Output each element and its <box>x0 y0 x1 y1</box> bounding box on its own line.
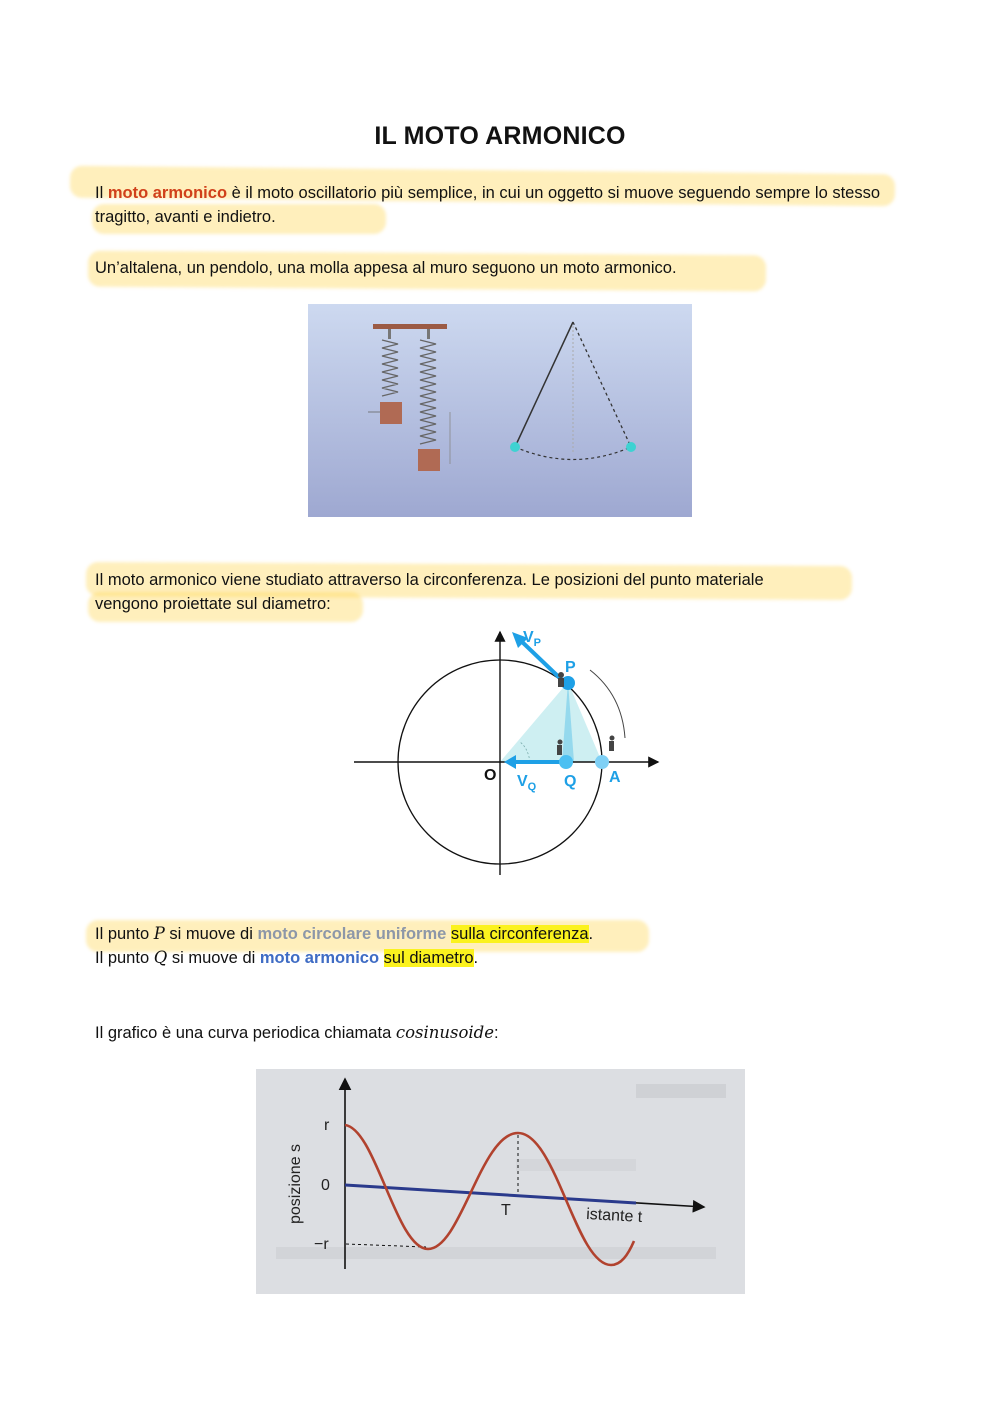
circle-projection-figure <box>340 620 670 880</box>
label-vq: $V_Q$ <box>517 773 537 793</box>
label-period-T: T <box>501 1202 511 1219</box>
label-q: Q <box>564 773 577 790</box>
text: si muove di <box>164 925 258 943</box>
intro-text: Il <box>95 184 108 202</box>
text: . <box>588 925 594 943</box>
text: si muove di <box>167 949 260 967</box>
motion-comparison-paragraph <box>95 922 895 970</box>
text: : <box>494 1024 499 1042</box>
highlight-sul-diametro: sul diametro <box>383 949 474 967</box>
highlight-sulla-circonferenza: sulla circonferenza <box>450 925 589 943</box>
point-q <box>559 755 573 769</box>
cosine-graph-figure <box>256 1069 745 1294</box>
circle-intro-paragraph <box>95 568 895 616</box>
label-r: r <box>324 1117 330 1134</box>
circle-intro-line2: vengono proiettate sul diametro <box>95 595 327 613</box>
circle-intro-text-tail: e <box>754 571 764 589</box>
page-title: IL MOTO ARMONICO <box>374 122 626 150</box>
definition-text: è il moto oscillatorio più semplice, in cui un oggetto si muove seguendo sempre lo stesso tragitto, avanti e indietro. <box>95 184 881 226</box>
spring-pendulum-figure <box>308 304 692 517</box>
label-x-axis: istante t <box>585 1206 643 1226</box>
circle-intro-colon: : <box>326 595 331 613</box>
label-neg-r: −r <box>314 1236 329 1253</box>
term-moto-circolare-uniforme: moto circolare uniforme <box>257 925 447 943</box>
label-a: A <box>609 769 621 786</box>
text <box>379 949 384 967</box>
label-zero: 0 <box>321 1177 330 1194</box>
term-moto-armonico: moto armonico <box>107 184 228 202</box>
label-y-axis: posizione s <box>287 1143 304 1224</box>
point-a <box>595 755 609 769</box>
label-p: P <box>565 659 576 676</box>
term-cosinusoide: cosinusoide <box>395 1023 495 1042</box>
var-q: Q <box>153 948 168 967</box>
text: . <box>473 949 479 967</box>
term-moto-armonico-blue: moto armonico <box>259 949 380 967</box>
examples-paragraph: Un’altalena, un pendolo, una molla appesa al muro seguono un moto armonico. <box>95 259 677 277</box>
text: Il punto <box>95 925 154 943</box>
text: Il grafico è una curva periodica chiamata <box>95 1024 396 1042</box>
text: Il punto <box>95 949 154 967</box>
graph-intro-paragraph <box>95 1021 895 1045</box>
definition-paragraph <box>95 181 900 229</box>
label-vp: $V_P$ <box>523 629 542 649</box>
var-p: P <box>153 924 165 943</box>
circle-intro-text: Il moto armonico viene studiato attraverso la circonferenza. Le posizioni del punto material <box>95 571 755 589</box>
label-o: O <box>484 767 497 784</box>
